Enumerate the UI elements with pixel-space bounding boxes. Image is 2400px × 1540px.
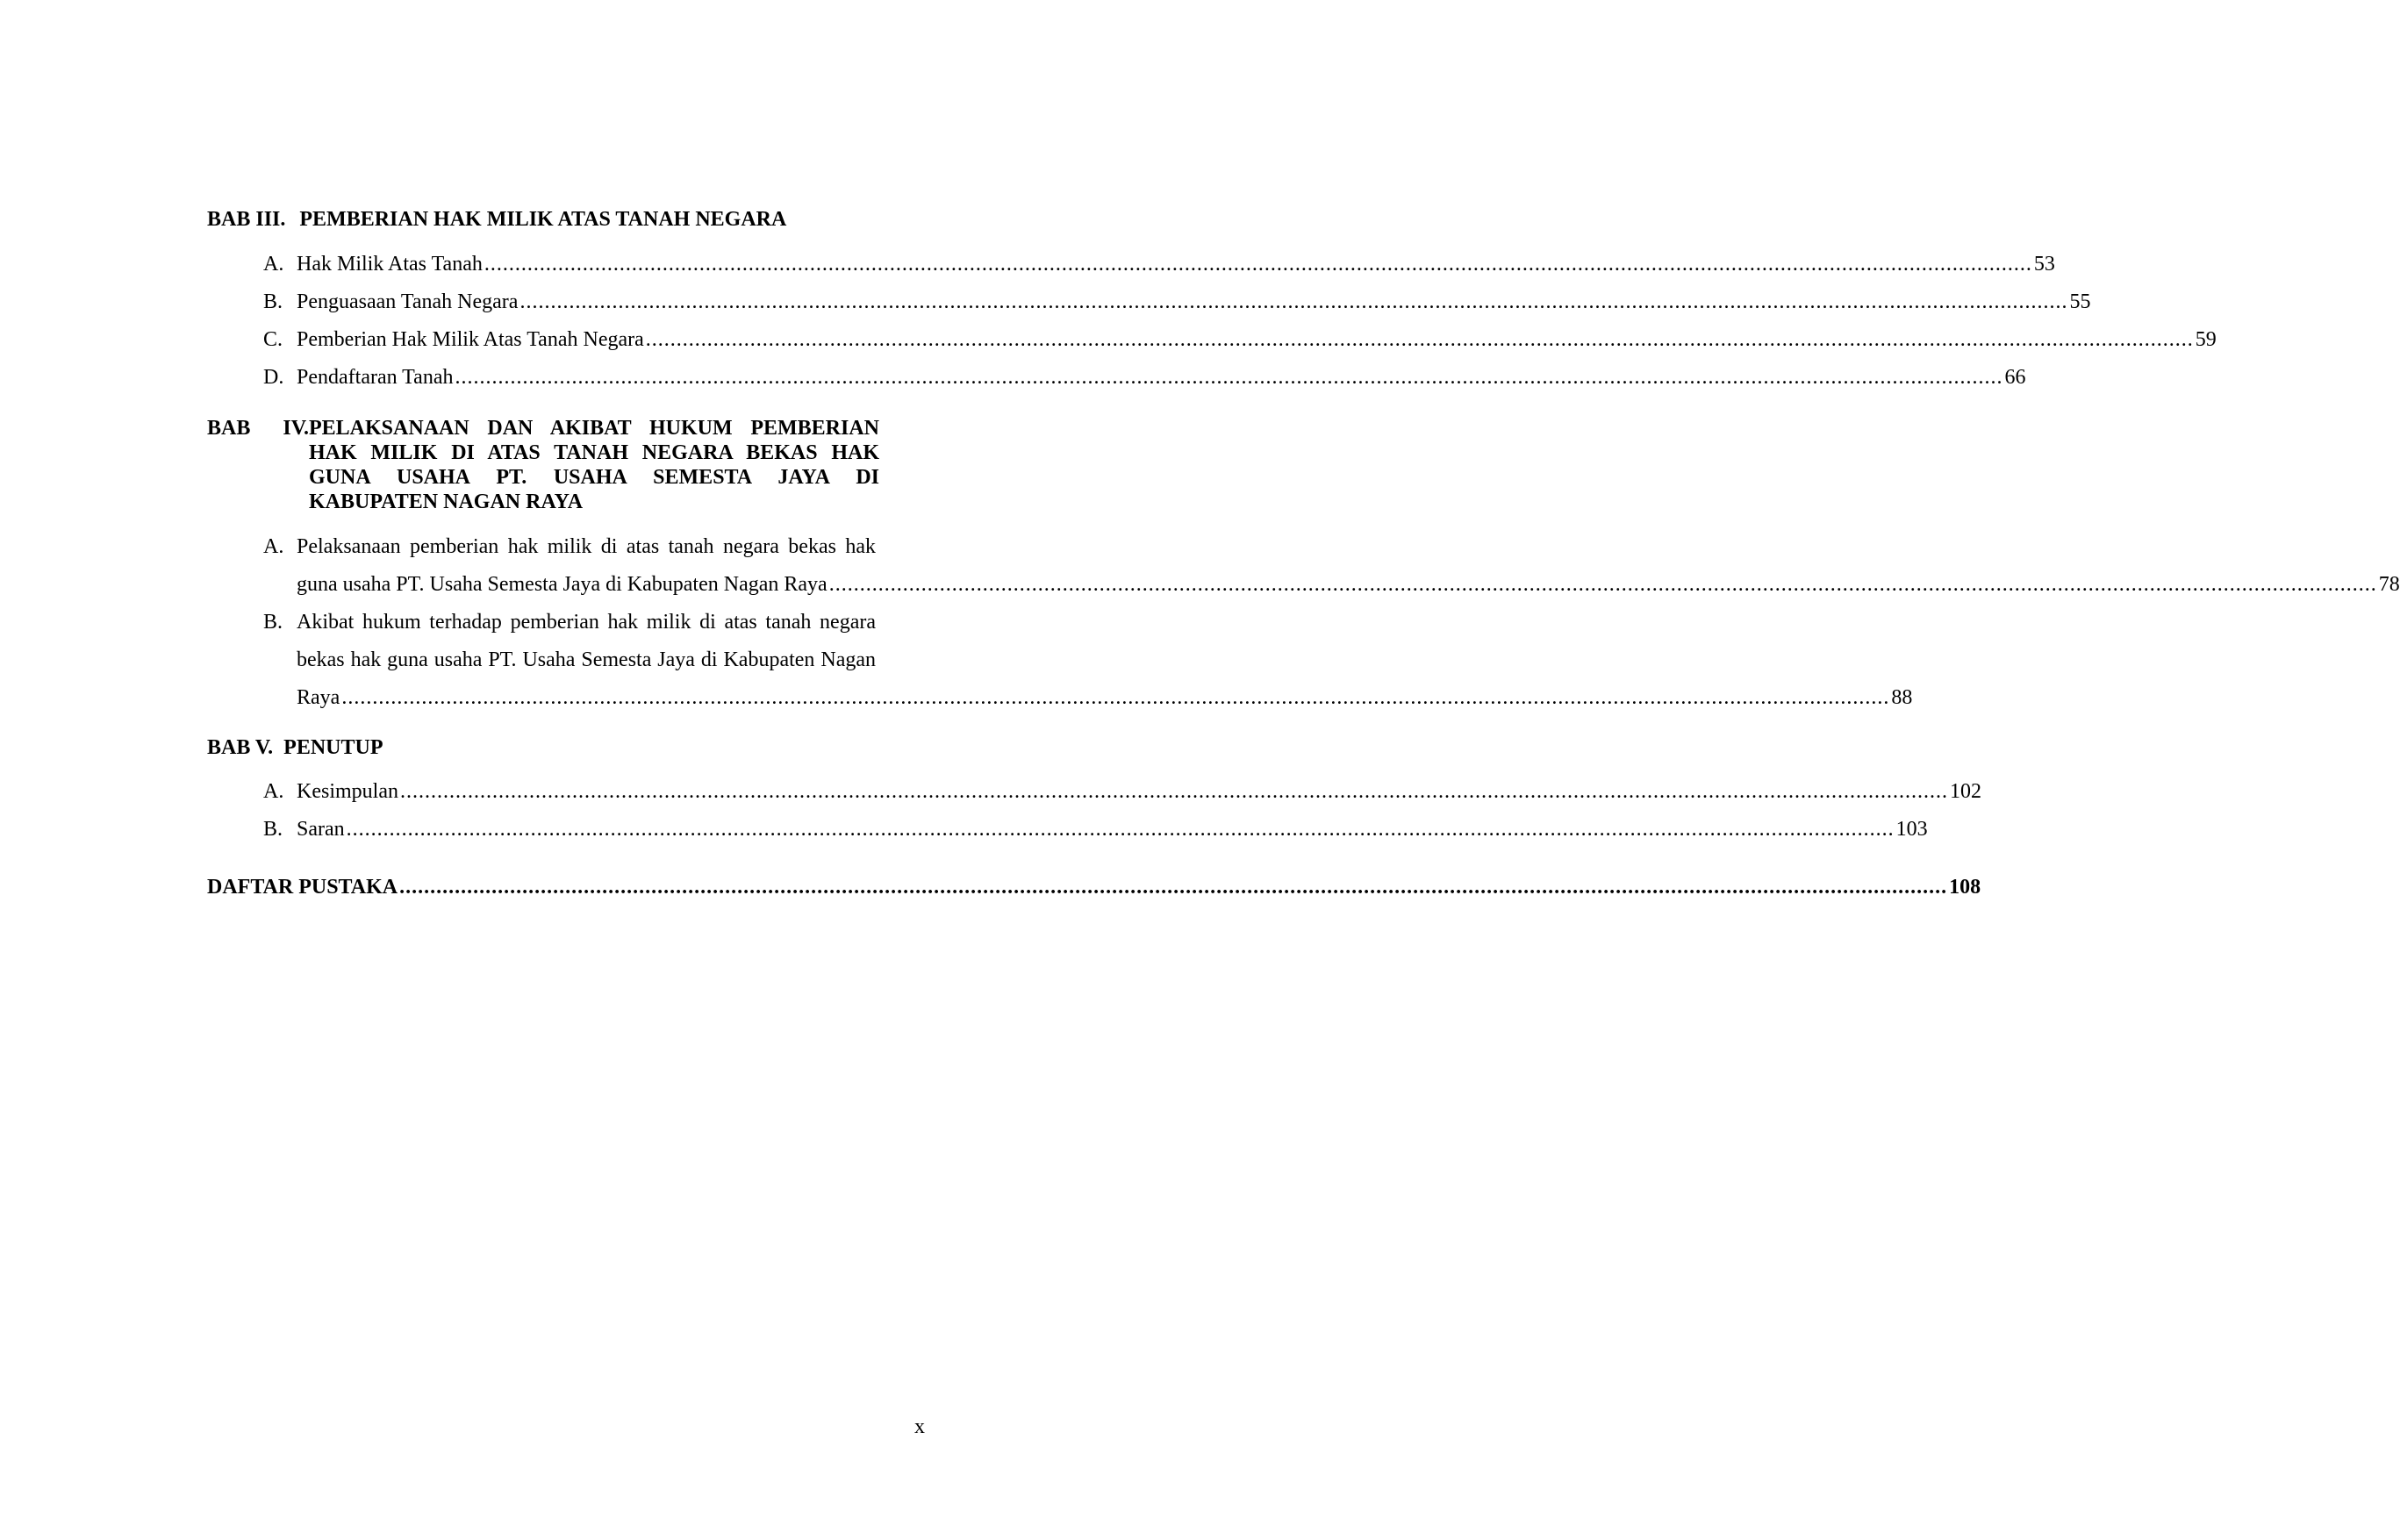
- entry-page-number: 59: [2195, 328, 2217, 351]
- chapter-label: [207, 416, 309, 441]
- dot-leader: ............................................................................................................................................................................................................................................................: [346, 818, 1895, 841]
- dot-leader: ............................................................................................................................................................................................................................................................: [399, 876, 1948, 899]
- toc-entry-bab-v-b[interactable]: [263, 811, 1928, 849]
- toc-entry-bab-v-a[interactable]: [263, 773, 1981, 811]
- entry-title: Penguasaan Tanah Negara: [297, 290, 519, 313]
- entry-page-number: 103: [1895, 818, 1928, 841]
- chapter-title: PENUTUP: [283, 736, 383, 759]
- entry-title: Pendaftaran Tanah: [297, 366, 454, 389]
- chapter-heading-bab-iii: [207, 207, 786, 232]
- entry-title: Saran: [297, 818, 345, 841]
- entry-title-line: guna usaha PT. Usaha Semesta Jaya di Kabupaten Nagan Raya: [297, 573, 827, 596]
- dot-leader: ............................................................................................................................................................................................................................................................: [341, 686, 1890, 709]
- dot-leader: ............................................................................................................................................................................................................................................................: [519, 290, 2068, 313]
- chapter-heading-bab-iv: [207, 416, 879, 514]
- chapter-label: BAB V.: [207, 736, 274, 759]
- chapter-title: PEMBERIAN HAK MILIK ATAS TANAH NEGARA: [299, 208, 787, 231]
- dot-leader: ............................................................................................................................................................................................................................................................: [484, 253, 2032, 276]
- entry-title: Pemberian Hak Milik Atas Tanah Negara: [297, 328, 644, 351]
- entry-letter: B.: [263, 611, 283, 634]
- toc-entry-bab-iii-a[interactable]: [263, 246, 2055, 283]
- dot-leader: ............................................................................................................................................................................................................................................................: [399, 780, 1948, 803]
- toc-entry-bab-iii-d[interactable]: [263, 359, 2026, 397]
- entry-page-number: 66: [2004, 366, 2026, 389]
- dot-leader: ............................................................................................................................................................................................................................................................: [455, 366, 2003, 389]
- entry-title: DAFTAR PUSTAKA: [207, 876, 398, 899]
- toc-entry-bab-iv-b[interactable]: [263, 604, 1913, 717]
- chapter-title: PELAKSANAAN DAN AKIBAT HUKUM PEMBERIAN HAK MILIK DI ATAS TANAH NEGARA BEKAS HAK GUNA USAHA PT. USAHA SEMESTA JAYA DI KABUPATEN NAGAN RAYA: [309, 417, 879, 513]
- toc-entry-bab-iii-c[interactable]: [263, 321, 2217, 359]
- toc-entry-daftar-pustaka[interactable]: [207, 874, 1981, 900]
- entry-letter: A.: [263, 253, 284, 276]
- entry-page-number: 53: [2033, 253, 2055, 276]
- entry-title: Hak Milik Atas Tanah: [297, 253, 483, 276]
- dot-leader: ............................................................................................................................................................................................................................................................: [645, 328, 2194, 351]
- entry-title-line: Raya: [297, 686, 340, 709]
- entry-page-number: 55: [2069, 290, 2091, 313]
- chapter-label-bab: BAB: [207, 417, 251, 440]
- entry-letter: B.: [263, 818, 283, 841]
- chapter-heading-bab-v: [207, 735, 383, 760]
- entry-title-line: Akibat hukum terhadap pemberian hak milik di atas tanah negara: [297, 611, 876, 634]
- toc-entry-bab-iii-b[interactable]: [263, 283, 2091, 321]
- toc-entry-bab-iv-a[interactable]: [263, 528, 2400, 604]
- entry-page-number: 78: [2378, 573, 2400, 596]
- entry-title-line: Pelaksanaan pemberian hak milik di atas tanah negara bekas hak: [297, 535, 876, 558]
- entry-page-number: 88: [1891, 686, 1913, 709]
- chapter-label-number: IV.: [283, 417, 309, 440]
- entry-title: Kesimpulan: [297, 780, 398, 803]
- entry-letter: D.: [263, 366, 284, 389]
- page-number: x: [914, 1415, 925, 1438]
- entry-page-number: 102: [1949, 780, 1981, 803]
- chapter-label: BAB III.: [207, 208, 286, 231]
- entry-letter: B.: [263, 290, 283, 313]
- entry-last-line: [297, 679, 1913, 717]
- entry-title-line: bekas hak guna usaha PT. Usaha Semesta Jaya di Kabupaten Nagan: [297, 648, 876, 671]
- entry-letter: A.: [263, 780, 284, 803]
- entry-letter: C.: [263, 328, 283, 351]
- entry-last-line: [297, 566, 2400, 604]
- dot-leader: ............................................................................................................................................................................................................................................................: [828, 573, 2377, 596]
- entry-page-number: 108: [1949, 876, 1981, 899]
- entry-letter: A.: [263, 535, 284, 558]
